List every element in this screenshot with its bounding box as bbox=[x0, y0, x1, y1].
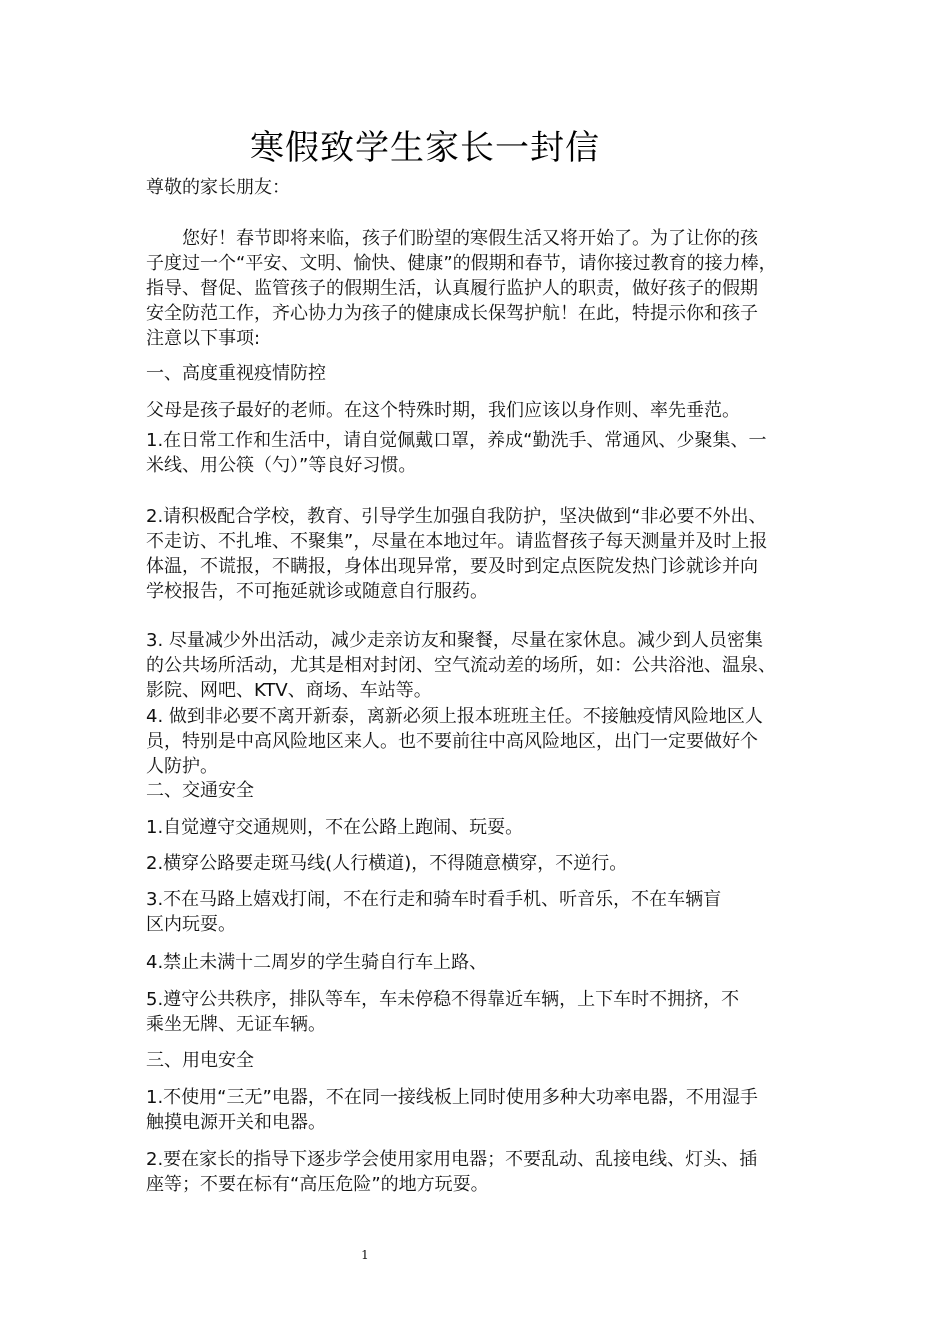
page-title: 寒假致学生家长一封信 bbox=[250, 128, 600, 168]
text-line: 2.请积极配合学校，教育、引导学生加强自我防护，坚决做到“非必要不外出、 bbox=[146, 506, 767, 527]
text-line: 1.在日常工作和生活中，请自觉佩戴口罩，养成“勤洗手、常通风、少聚集、一 bbox=[146, 430, 767, 451]
text-line: 1.不使用“三无”电器，不在同一接线板上同时使用多种大功率电器，不用湿手 bbox=[146, 1087, 758, 1108]
paragraph bbox=[146, 628, 826, 703]
paragraph bbox=[146, 1147, 826, 1197]
text-line: 座等；不要在标有“高压危险”的地方玩耍。 bbox=[146, 1174, 489, 1195]
intro-paragraph bbox=[146, 226, 826, 351]
text-line: 1.自觉遵守交通规则，不在公路上跑闹、玩耍。 bbox=[146, 817, 524, 838]
text-line: 体温，不谎报，不瞒报，身体出现异常，要及时到定点医院发热门诊就诊并向 bbox=[146, 556, 758, 577]
paragraph bbox=[146, 1085, 826, 1135]
text-line: 学校报告，不可拖延就诊或随意自行服药。 bbox=[146, 581, 488, 602]
text-line: 不走访、不扎堆、不聚集”，尽量在本地过年。请监督孩子每天测量并及时上报 bbox=[146, 531, 768, 552]
paragraph bbox=[146, 815, 826, 840]
paragraph bbox=[146, 950, 826, 975]
section-heading: 二、交通安全 bbox=[146, 780, 254, 801]
text-line: 注意以下事项: bbox=[146, 328, 261, 349]
text-line: 米线、用公筷（勺）”等良好习惯。 bbox=[146, 455, 417, 476]
section-heading: 三、用电安全 bbox=[146, 1050, 254, 1071]
text-line: 指导、督促、监管孩子的假期生活，认真履行监护人的职责，做好孩子的假期 bbox=[146, 278, 758, 299]
text-line: 员，特别是中高风险地区来人。也不要前往中高风险地区，出门一定要做好个 bbox=[146, 731, 758, 752]
text-line: 影院、网吧、KTV、商场、车站等。 bbox=[146, 680, 432, 701]
text-line: 乘坐无牌、无证车辆。 bbox=[146, 1014, 326, 1035]
salutation: 尊敬的家长朋友： bbox=[146, 177, 290, 198]
text-line: 父母是孩子最好的老师。在这个特殊时期，我们应该以身作则、率先垂范。 bbox=[146, 400, 740, 421]
text-line: 子度过一个“平安、文明、愉快、健康”的假期和春节，请你接过教育的接力棒， bbox=[146, 253, 777, 274]
text-line: 的公共场所活动，尤其是相对封闭、空气流动差的场所，如：公共浴池、温泉、 bbox=[146, 655, 776, 676]
page-number: 1 bbox=[361, 1248, 369, 1262]
text-line: 人防护。 bbox=[146, 756, 218, 777]
text-line: 区内玩耍。 bbox=[146, 914, 236, 935]
paragraph bbox=[146, 428, 826, 478]
text-line: 触摸电源开关和电器。 bbox=[146, 1112, 326, 1133]
text-line: 4.禁止未满十二周岁的学生骑自行车上路、 bbox=[146, 952, 488, 973]
paragraph bbox=[146, 851, 826, 876]
text-line: 您好！春节即将来临，孩子们盼望的寒假生活又将开始了。为了让你的孩 bbox=[146, 228, 758, 249]
section-heading: 一、高度重视疫情防控 bbox=[146, 363, 326, 384]
paragraph bbox=[146, 987, 826, 1037]
paragraph bbox=[146, 887, 826, 937]
text-line: 3. 尽量减少外出活动，减少走亲访友和聚餐，尽量在家休息。减少到人员密集 bbox=[146, 630, 763, 651]
text-line: 安全防范工作，齐心协力为孩子的健康成长保驾护航！在此，特提示你和孩子 bbox=[146, 303, 758, 324]
text-line: 4. 做到非必要不离开新泰，离新必须上报本班班主任。不接触疫情风险地区人 bbox=[146, 706, 763, 727]
text-line: 2.要在家长的指导下逐步学会使用家用电器；不要乱动、乱接电线、灯头、插 bbox=[146, 1149, 758, 1170]
text-line: 5.遵守公共秩序，排队等车，车未停稳不得靠近车辆，上下车时不拥挤，不 bbox=[146, 989, 740, 1010]
text-line: 2.横穿公路要走斑马线(人行横道)，不得随意横穿，不逆行。 bbox=[146, 853, 628, 874]
paragraph bbox=[146, 704, 826, 779]
paragraph bbox=[146, 504, 826, 604]
text-line: 3.不在马路上嬉戏打闹，不在行走和骑车时看手机、听音乐，不在车辆盲 bbox=[146, 889, 722, 910]
paragraph bbox=[146, 398, 826, 423]
